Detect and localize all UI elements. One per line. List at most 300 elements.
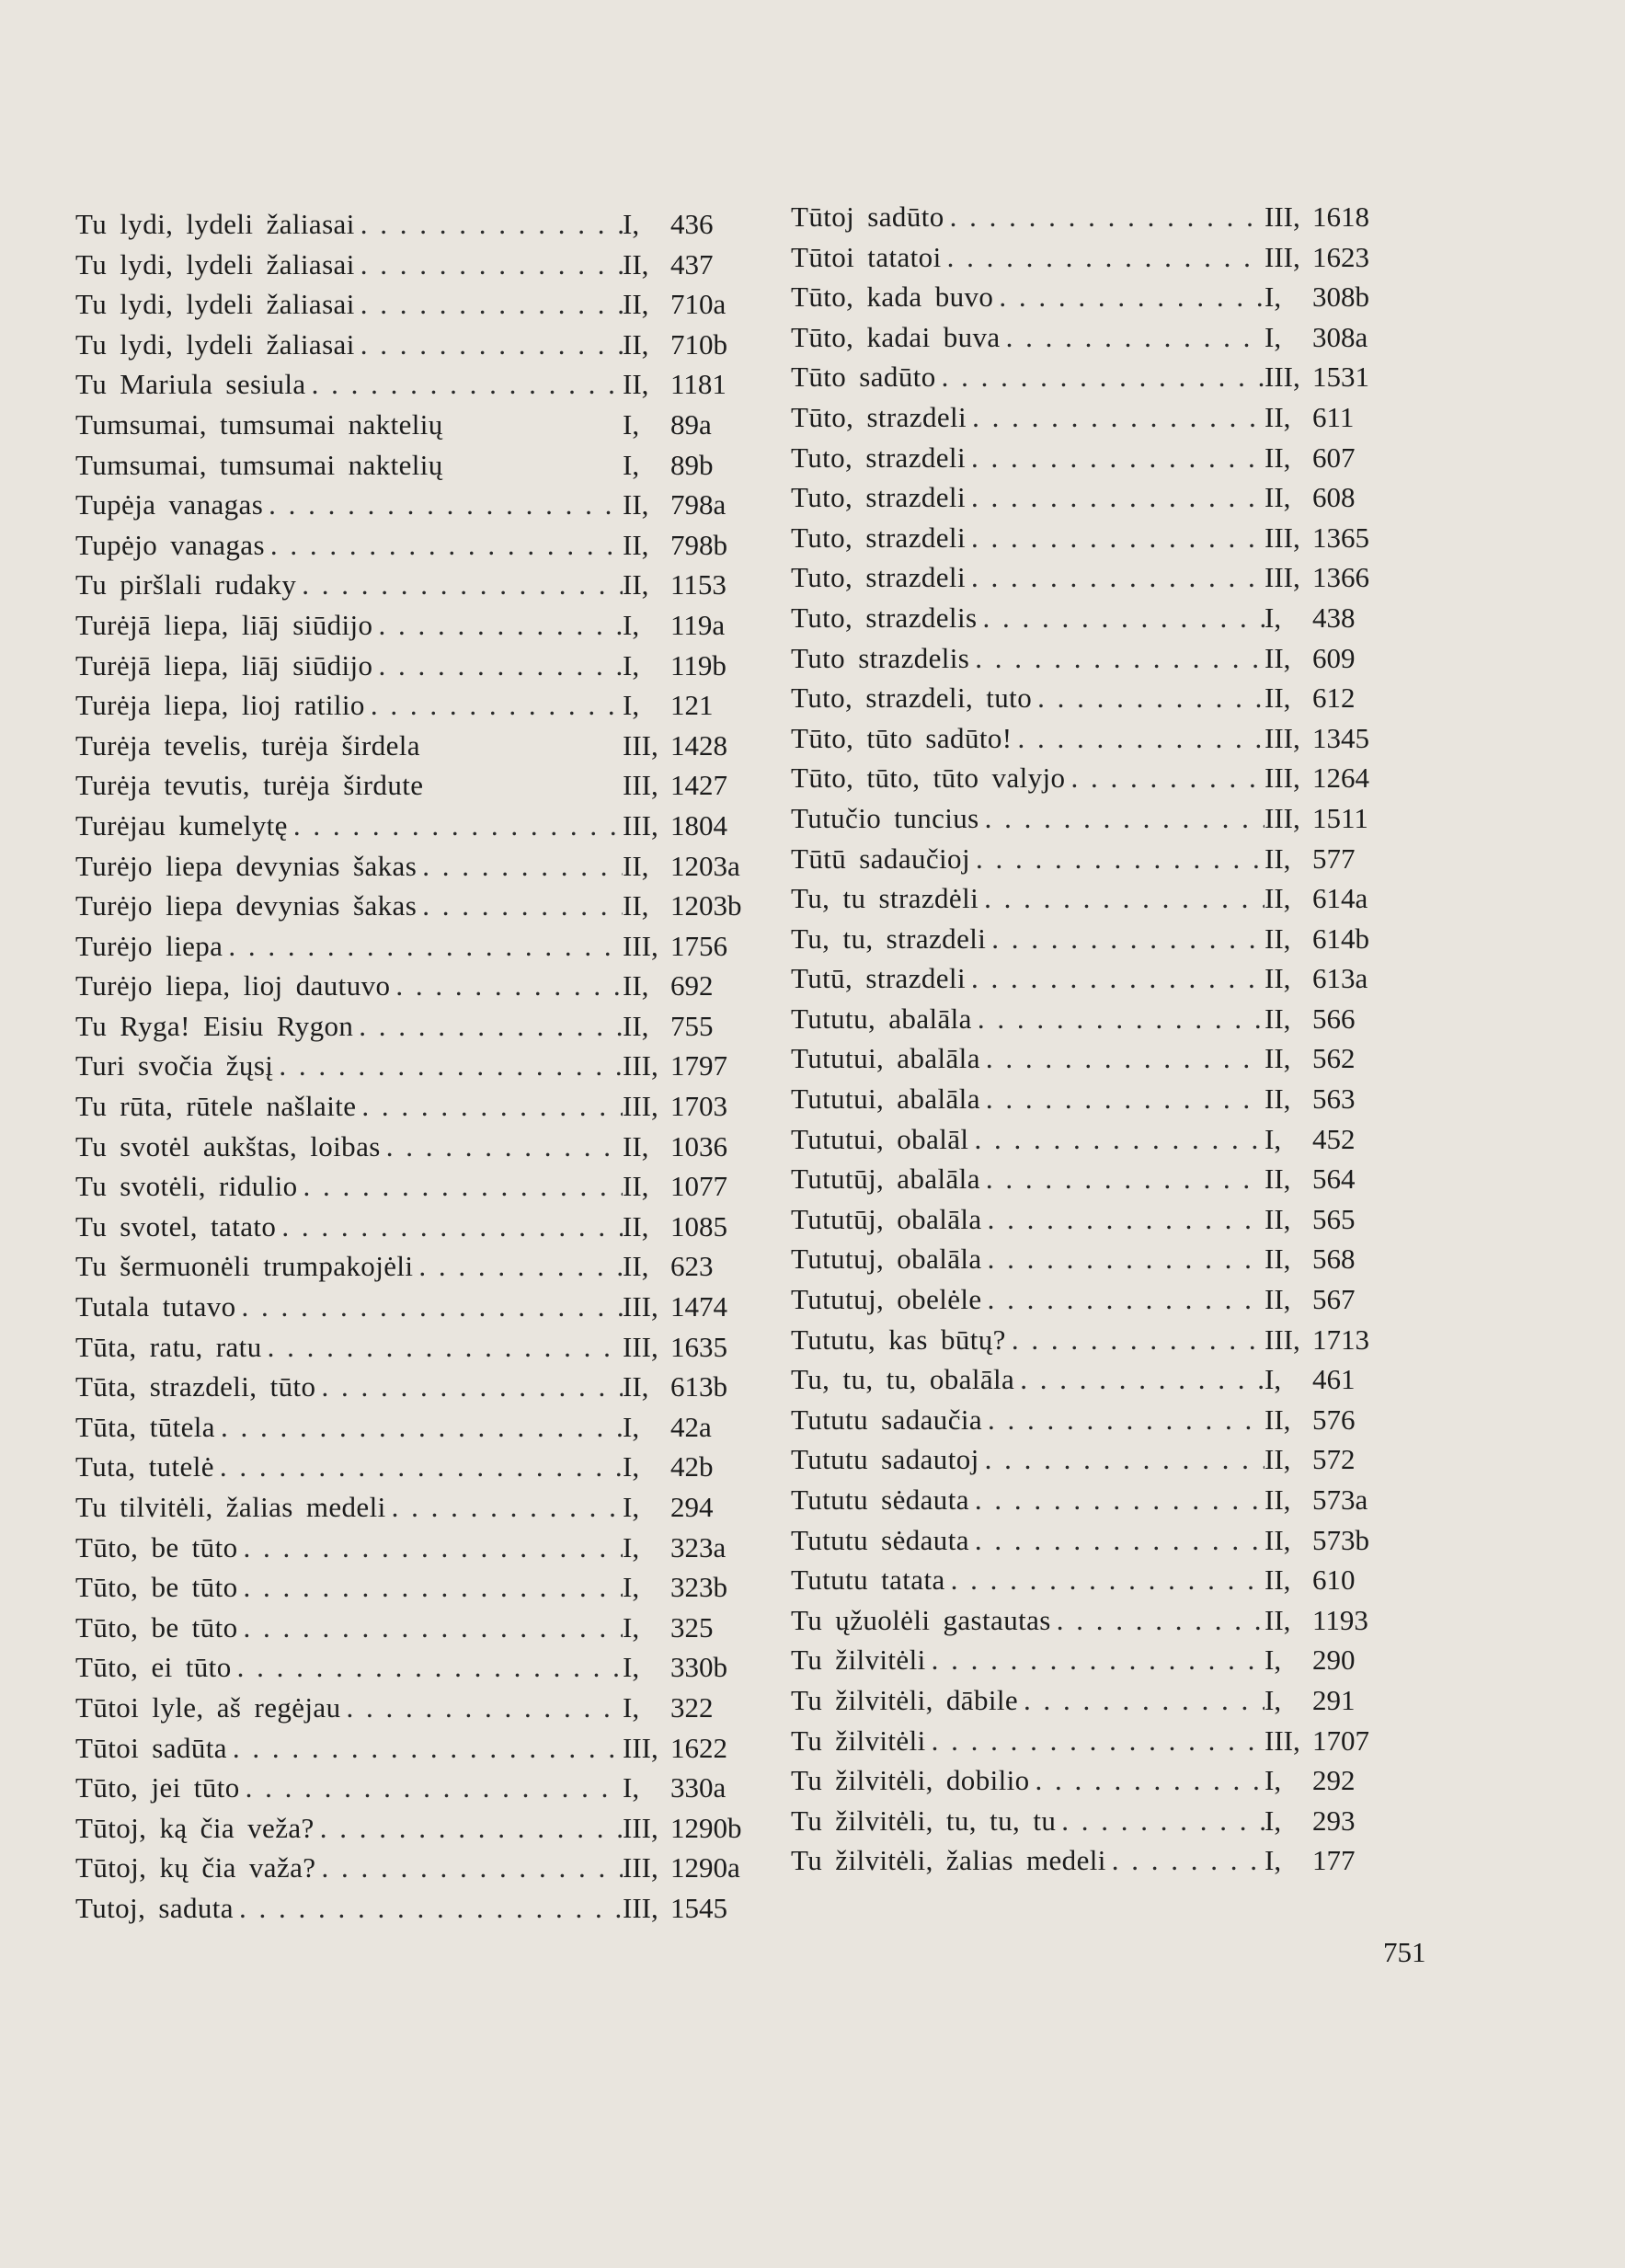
leader-dots (237, 1567, 623, 1608)
entry-reference (1265, 1840, 1435, 1881)
volume-number: II, (623, 528, 649, 561)
song-number: 613a (1312, 962, 1368, 995)
volume-number: II, (623, 1009, 649, 1042)
index-entry (75, 1046, 774, 1086)
entry-title: Tūtoj sadūto (791, 200, 944, 233)
entry-reference (623, 1888, 774, 1929)
volume-number: III, (1265, 801, 1300, 834)
entry-reference (623, 1688, 774, 1728)
index-entry (75, 1287, 774, 1327)
volume-number: I, (623, 1651, 640, 1684)
entry-title: Tu šermuonėli trumpakojėli (75, 1250, 414, 1283)
entry-reference (623, 685, 774, 726)
song-number: 1365 (1312, 521, 1369, 554)
entry-reference (623, 1127, 774, 1167)
song-number: 293 (1312, 1804, 1356, 1837)
song-number: 290 (1312, 1644, 1356, 1677)
index-entry (75, 1528, 774, 1568)
song-number: 563 (1312, 1082, 1356, 1116)
leader-dots (214, 1447, 623, 1487)
entry-title: Tu žilvitėli (791, 1724, 926, 1757)
entry-reference (1265, 638, 1435, 679)
volume-number: II, (1265, 1002, 1291, 1035)
leader-dots (1065, 758, 1265, 798)
index-entry (75, 806, 774, 846)
song-number: 89a (670, 407, 712, 441)
entry-title: Tumsumai, tumsumai naktelių (75, 448, 443, 481)
entry-reference (1265, 1159, 1435, 1199)
entry-reference (623, 445, 774, 486)
entry-title: Turėjo liepa, lioj dautuvo (75, 969, 391, 1002)
song-number: 609 (1312, 641, 1356, 674)
entry-title: Tuta, tutelė (75, 1450, 214, 1483)
song-number: 798a (670, 488, 727, 521)
song-number: 1036 (670, 1129, 727, 1163)
index-entry (791, 1199, 1435, 1240)
index-entry (75, 1487, 774, 1528)
leader-dots (1032, 678, 1265, 718)
leader-dots (980, 1159, 1265, 1199)
song-number: 119a (670, 608, 726, 641)
index-entry (75, 886, 774, 926)
entry-reference (1265, 197, 1435, 237)
index-column-right (791, 197, 1435, 1881)
index-entry (75, 204, 774, 245)
volume-number: II, (623, 1170, 649, 1203)
index-entry (791, 1279, 1435, 1320)
index-entry (75, 646, 774, 686)
leader-dots (944, 197, 1265, 237)
index-entry (75, 445, 774, 486)
entry-reference (1265, 878, 1435, 919)
leader-dots (986, 919, 1265, 959)
index-entry (75, 846, 774, 887)
song-number: 1181 (670, 368, 727, 401)
entry-reference (1265, 357, 1435, 397)
leader-dots (977, 598, 1265, 638)
leader-dots (355, 284, 623, 325)
leader-dots (1106, 1840, 1265, 1881)
entry-reference (623, 1647, 774, 1688)
song-number: 1077 (670, 1170, 727, 1203)
song-number: 608 (1312, 481, 1356, 514)
entry-reference (1265, 1520, 1435, 1561)
song-number: 1707 (1312, 1724, 1369, 1757)
entry-reference (1265, 678, 1435, 718)
volume-number: III, (623, 1851, 658, 1884)
volume-number: II, (1265, 1082, 1291, 1116)
leader-dots (355, 204, 623, 245)
index-entry (791, 758, 1435, 798)
entry-reference (623, 646, 774, 686)
entry-title: Tūtoj, kų čia važa? (75, 1851, 316, 1884)
entry-reference (1265, 1721, 1435, 1761)
leader-dots (288, 806, 623, 846)
leader-dots (978, 878, 1265, 919)
index-entry (75, 966, 774, 1006)
entry-reference (1265, 1560, 1435, 1600)
leader-dots (1051, 1600, 1265, 1641)
volume-number: I, (1265, 1764, 1282, 1797)
entry-title: Tūto sadūto (791, 361, 936, 394)
volume-number: I, (623, 608, 640, 641)
entry-reference (623, 846, 774, 887)
entry-title: Tu rūta, rūtele našlaite (75, 1090, 357, 1123)
volume-number: I, (623, 448, 640, 481)
entry-reference (1265, 1400, 1435, 1440)
entry-title: Turėja tevelis, turėja širdela (75, 728, 420, 762)
leader-dots (298, 1166, 623, 1207)
entry-title: Turi svočia žųsį (75, 1049, 274, 1082)
entry-reference (623, 886, 774, 926)
song-number: 438 (1312, 601, 1356, 634)
entry-reference (1265, 798, 1435, 839)
song-number: 1290b (670, 1811, 742, 1844)
song-number: 798b (670, 528, 727, 561)
entry-reference (1265, 1199, 1435, 1240)
entry-title: Tututuj, obelėle (791, 1283, 982, 1316)
leader-dots (353, 1006, 623, 1047)
entry-reference (623, 204, 774, 245)
entry-reference (623, 806, 774, 846)
entry-title: Tūta, ratu, ratu (75, 1330, 262, 1363)
entry-reference (1265, 1239, 1435, 1279)
leader-dots (276, 1207, 623, 1247)
leader-dots (296, 565, 623, 605)
entry-reference (623, 245, 774, 285)
song-number: 564 (1312, 1163, 1356, 1196)
index-entry (75, 1647, 774, 1688)
leader-dots (234, 1888, 623, 1929)
leader-dots (926, 1640, 1265, 1680)
song-number: 308a (1312, 320, 1368, 353)
index-entry (791, 919, 1435, 959)
entry-reference (623, 405, 774, 445)
leader-dots (381, 1127, 623, 1167)
leader-dots (969, 638, 1265, 679)
song-number: 566 (1312, 1002, 1356, 1035)
entry-title: Tututu, abalāla (791, 1002, 972, 1035)
index-entry (75, 605, 774, 646)
entry-reference (623, 1447, 774, 1487)
entry-reference (623, 1086, 774, 1127)
entry-title: Tūto, be tūto (75, 1571, 238, 1604)
index-entry (75, 685, 774, 726)
volume-number: II, (623, 889, 649, 922)
song-number: 1804 (670, 808, 727, 842)
song-number: 1203a (670, 849, 740, 882)
song-number: 323a (670, 1530, 727, 1564)
leader-dots (1018, 1680, 1265, 1721)
volume-number: II, (1265, 1283, 1291, 1316)
index-entry (791, 237, 1435, 278)
entry-reference (1265, 1680, 1435, 1721)
volume-number: II, (1265, 400, 1291, 433)
index-entry (75, 1246, 774, 1287)
entry-title: Tuto, strazdeli (791, 521, 966, 554)
volume-number: III, (1265, 1724, 1300, 1757)
index-entry (791, 1400, 1435, 1440)
entry-reference (1265, 277, 1435, 317)
song-number: 572 (1312, 1443, 1356, 1476)
leader-dots (936, 357, 1265, 397)
song-number: 119b (670, 648, 727, 682)
entry-title: Tūto, be tūto (75, 1530, 238, 1564)
index-entry (75, 1006, 774, 1047)
index-entry (791, 878, 1435, 919)
volume-number: I, (623, 648, 640, 682)
song-number: 568 (1312, 1243, 1356, 1276)
volume-number: II, (623, 327, 649, 361)
entry-reference (623, 1207, 774, 1247)
index-entry (75, 364, 774, 405)
entry-title: Tūtoi lyle, aš regėjau (75, 1690, 341, 1724)
song-number: 437 (670, 247, 714, 281)
leader-dots (356, 1086, 623, 1127)
song-number: 452 (1312, 1122, 1356, 1155)
leader-dots (340, 1688, 623, 1728)
volume-number: II, (1265, 962, 1291, 995)
leader-dots (417, 886, 623, 926)
leader-dots (980, 1079, 1265, 1119)
leader-dots (969, 1520, 1265, 1561)
leader-dots (970, 839, 1265, 879)
volume-number: I, (623, 1610, 640, 1644)
entry-title: Tumsumai, tumsumai naktelių (75, 407, 443, 441)
entry-title: Tu lydi, lydeli žaliasai (75, 208, 355, 240)
index-entry (791, 1079, 1435, 1119)
index-entry (75, 565, 774, 605)
volume-number: I, (623, 1410, 640, 1443)
entry-reference (1265, 598, 1435, 638)
entry-reference (623, 525, 774, 566)
song-number: 436 (670, 208, 714, 240)
leader-dots (966, 557, 1265, 598)
index-entry (791, 1721, 1435, 1761)
leader-dots (355, 245, 623, 285)
leader-dots (390, 966, 623, 1006)
entry-title: Tutučio tuncius (791, 801, 979, 834)
song-number: 1427 (670, 769, 727, 802)
index-entry (791, 718, 1435, 759)
song-number: 614b (1312, 922, 1369, 955)
entry-reference (623, 1046, 774, 1086)
leader-dots (966, 438, 1265, 478)
entry-title: Tūto, be tūto (75, 1610, 238, 1644)
song-number: 562 (1312, 1042, 1356, 1075)
volume-number: II, (1265, 481, 1291, 514)
leader-dots (215, 1407, 623, 1448)
entry-reference (1265, 1279, 1435, 1320)
entry-title: Tu, tu, strazdeli (791, 922, 987, 955)
volume-number: III, (623, 1811, 658, 1844)
leader-dots (240, 1768, 623, 1808)
entry-title: Tu žilvitėli, dobilio (791, 1764, 1030, 1797)
volume-number: III, (1265, 200, 1300, 233)
entry-title: Tututu, kas būtų? (791, 1323, 1006, 1356)
leader-dots (979, 798, 1265, 839)
entry-title: Tu svotel, tatato (75, 1209, 277, 1243)
leader-dots (265, 525, 623, 566)
index-entry (75, 1127, 774, 1167)
song-number: 1635 (670, 1330, 727, 1363)
entry-reference (1265, 1119, 1435, 1160)
index-entry (75, 245, 774, 285)
index-entry (791, 317, 1435, 358)
index-entry (75, 765, 774, 806)
entry-title: Tututu sėdauta (791, 1483, 969, 1516)
leader-dots (413, 1246, 623, 1287)
song-number: 573b (1312, 1523, 1369, 1556)
entry-reference (1265, 1640, 1435, 1680)
page-number: 751 (1383, 1936, 1426, 1968)
leader-dots (263, 485, 623, 525)
volume-number: I, (1265, 1844, 1282, 1877)
entry-title: Tuto, strazdelis (791, 601, 978, 634)
index-entry (75, 284, 774, 325)
volume-number: I, (1265, 320, 1282, 353)
entry-title: Tūto, kadai buva (791, 320, 1001, 353)
song-number: 1622 (670, 1731, 727, 1764)
entry-reference (1265, 758, 1435, 798)
volume-number: II, (623, 849, 649, 882)
index-entry (791, 798, 1435, 839)
entry-title: Tupėjo vanagas (75, 528, 265, 561)
song-number: 1366 (1312, 561, 1369, 594)
index-entry (75, 1327, 774, 1368)
index-entry (791, 1439, 1435, 1480)
volume-number: II, (1265, 1163, 1291, 1196)
entry-reference (623, 565, 774, 605)
entry-reference (623, 325, 774, 365)
entry-reference (1265, 557, 1435, 598)
leader-dots (969, 1480, 1265, 1520)
entry-title: Tūto, tūto sadūto! (791, 721, 1013, 754)
volume-number: III, (1265, 561, 1300, 594)
index-entry (791, 277, 1435, 317)
volume-number: I, (1265, 1683, 1282, 1716)
entry-title: Turėjā liepa, liāj siūdijo (75, 608, 373, 641)
entry-reference (1265, 1801, 1435, 1841)
song-number: 613b (670, 1370, 727, 1403)
leader-dots (273, 1046, 623, 1086)
entry-reference (623, 284, 774, 325)
entry-reference (623, 966, 774, 1006)
entry-reference (623, 364, 774, 405)
entry-title: Tutoj, saduta (75, 1891, 234, 1924)
index-entry (791, 1038, 1435, 1079)
leader-dots (1001, 317, 1265, 358)
index-entry (75, 485, 774, 525)
song-number: 1428 (670, 728, 727, 762)
song-number: 292 (1312, 1764, 1356, 1797)
volume-number: II, (1265, 441, 1291, 474)
index-entry (791, 397, 1435, 438)
entry-reference (1265, 1359, 1435, 1400)
volume-number: II, (1265, 1243, 1291, 1276)
leader-dots (926, 1721, 1265, 1761)
volume-number: II, (1265, 1202, 1291, 1235)
leader-dots (982, 1199, 1265, 1240)
song-number: 577 (1312, 842, 1356, 875)
leader-dots (365, 685, 623, 726)
index-entry (75, 1608, 774, 1648)
index-entry (75, 325, 774, 365)
index-entry (791, 1320, 1435, 1360)
song-number: 1511 (1312, 801, 1368, 834)
index-entry (75, 926, 774, 967)
song-number: 614a (1312, 882, 1368, 915)
leader-dots (1012, 718, 1265, 759)
entry-reference (623, 1528, 774, 1568)
leader-dots (237, 1528, 623, 1568)
volume-number: II, (623, 368, 649, 401)
volume-number: II, (1265, 1603, 1291, 1636)
song-number: 567 (1312, 1283, 1356, 1316)
index-entry (75, 1367, 774, 1407)
leader-dots (993, 277, 1265, 317)
entry-title: Turėjau kumelytę (75, 808, 288, 842)
index-entry (791, 999, 1435, 1039)
entry-reference (1265, 919, 1435, 959)
volume-number: II, (1265, 842, 1291, 875)
song-number: 612 (1312, 682, 1356, 715)
entry-reference (623, 485, 774, 525)
index-entry (791, 438, 1435, 478)
song-number: 1623 (1312, 240, 1369, 273)
volume-number: II, (623, 568, 649, 601)
entry-reference (623, 1407, 774, 1448)
entry-reference (623, 1608, 774, 1648)
song-number: 42a (670, 1410, 712, 1443)
entry-title: Turėjā liepa, liāj siūdijo (75, 648, 373, 682)
volume-number: I, (623, 689, 640, 722)
entry-reference (1265, 1038, 1435, 1079)
index-entry (75, 1567, 774, 1608)
volume-number: II, (1265, 1403, 1291, 1436)
index-entry (791, 477, 1435, 518)
index-entry (791, 598, 1435, 638)
entry-title: Tuto strazdelis (791, 641, 970, 674)
entry-title: Tututu sėdauta (791, 1523, 969, 1556)
entry-title: Tu piršlali rudaky (75, 568, 297, 601)
volume-number: III, (623, 728, 658, 762)
song-number: 1203b (670, 889, 742, 922)
index-entry (791, 1760, 1435, 1801)
volume-number: I, (1265, 281, 1282, 314)
entry-reference (1265, 397, 1435, 438)
entry-title: Tūtoi sadūta (75, 1731, 227, 1764)
volume-number: II, (1265, 682, 1291, 715)
entry-title: Tūto, ei tūto (75, 1651, 232, 1684)
entry-title: Tuto, strazdeli (791, 441, 966, 474)
leader-dots (372, 646, 623, 686)
entry-title: Tu lydi, lydeli žaliasai (75, 247, 355, 281)
entry-reference (623, 1487, 774, 1528)
leader-dots (966, 477, 1265, 518)
song-number: 607 (1312, 441, 1356, 474)
song-number: 692 (670, 969, 714, 1002)
leader-dots (968, 1119, 1265, 1160)
index-entry (791, 1560, 1435, 1600)
entry-title: Tuto, strazdeli, tuto (791, 682, 1033, 715)
index-entry (75, 1808, 774, 1849)
entry-title: Tu, tu strazdėli (791, 882, 979, 915)
entry-title: Tupėja vanagas (75, 488, 264, 521)
song-number: 623 (670, 1250, 714, 1283)
volume-number: II, (1265, 1523, 1291, 1556)
entry-title: Tu Mariula sesiula (75, 368, 306, 401)
